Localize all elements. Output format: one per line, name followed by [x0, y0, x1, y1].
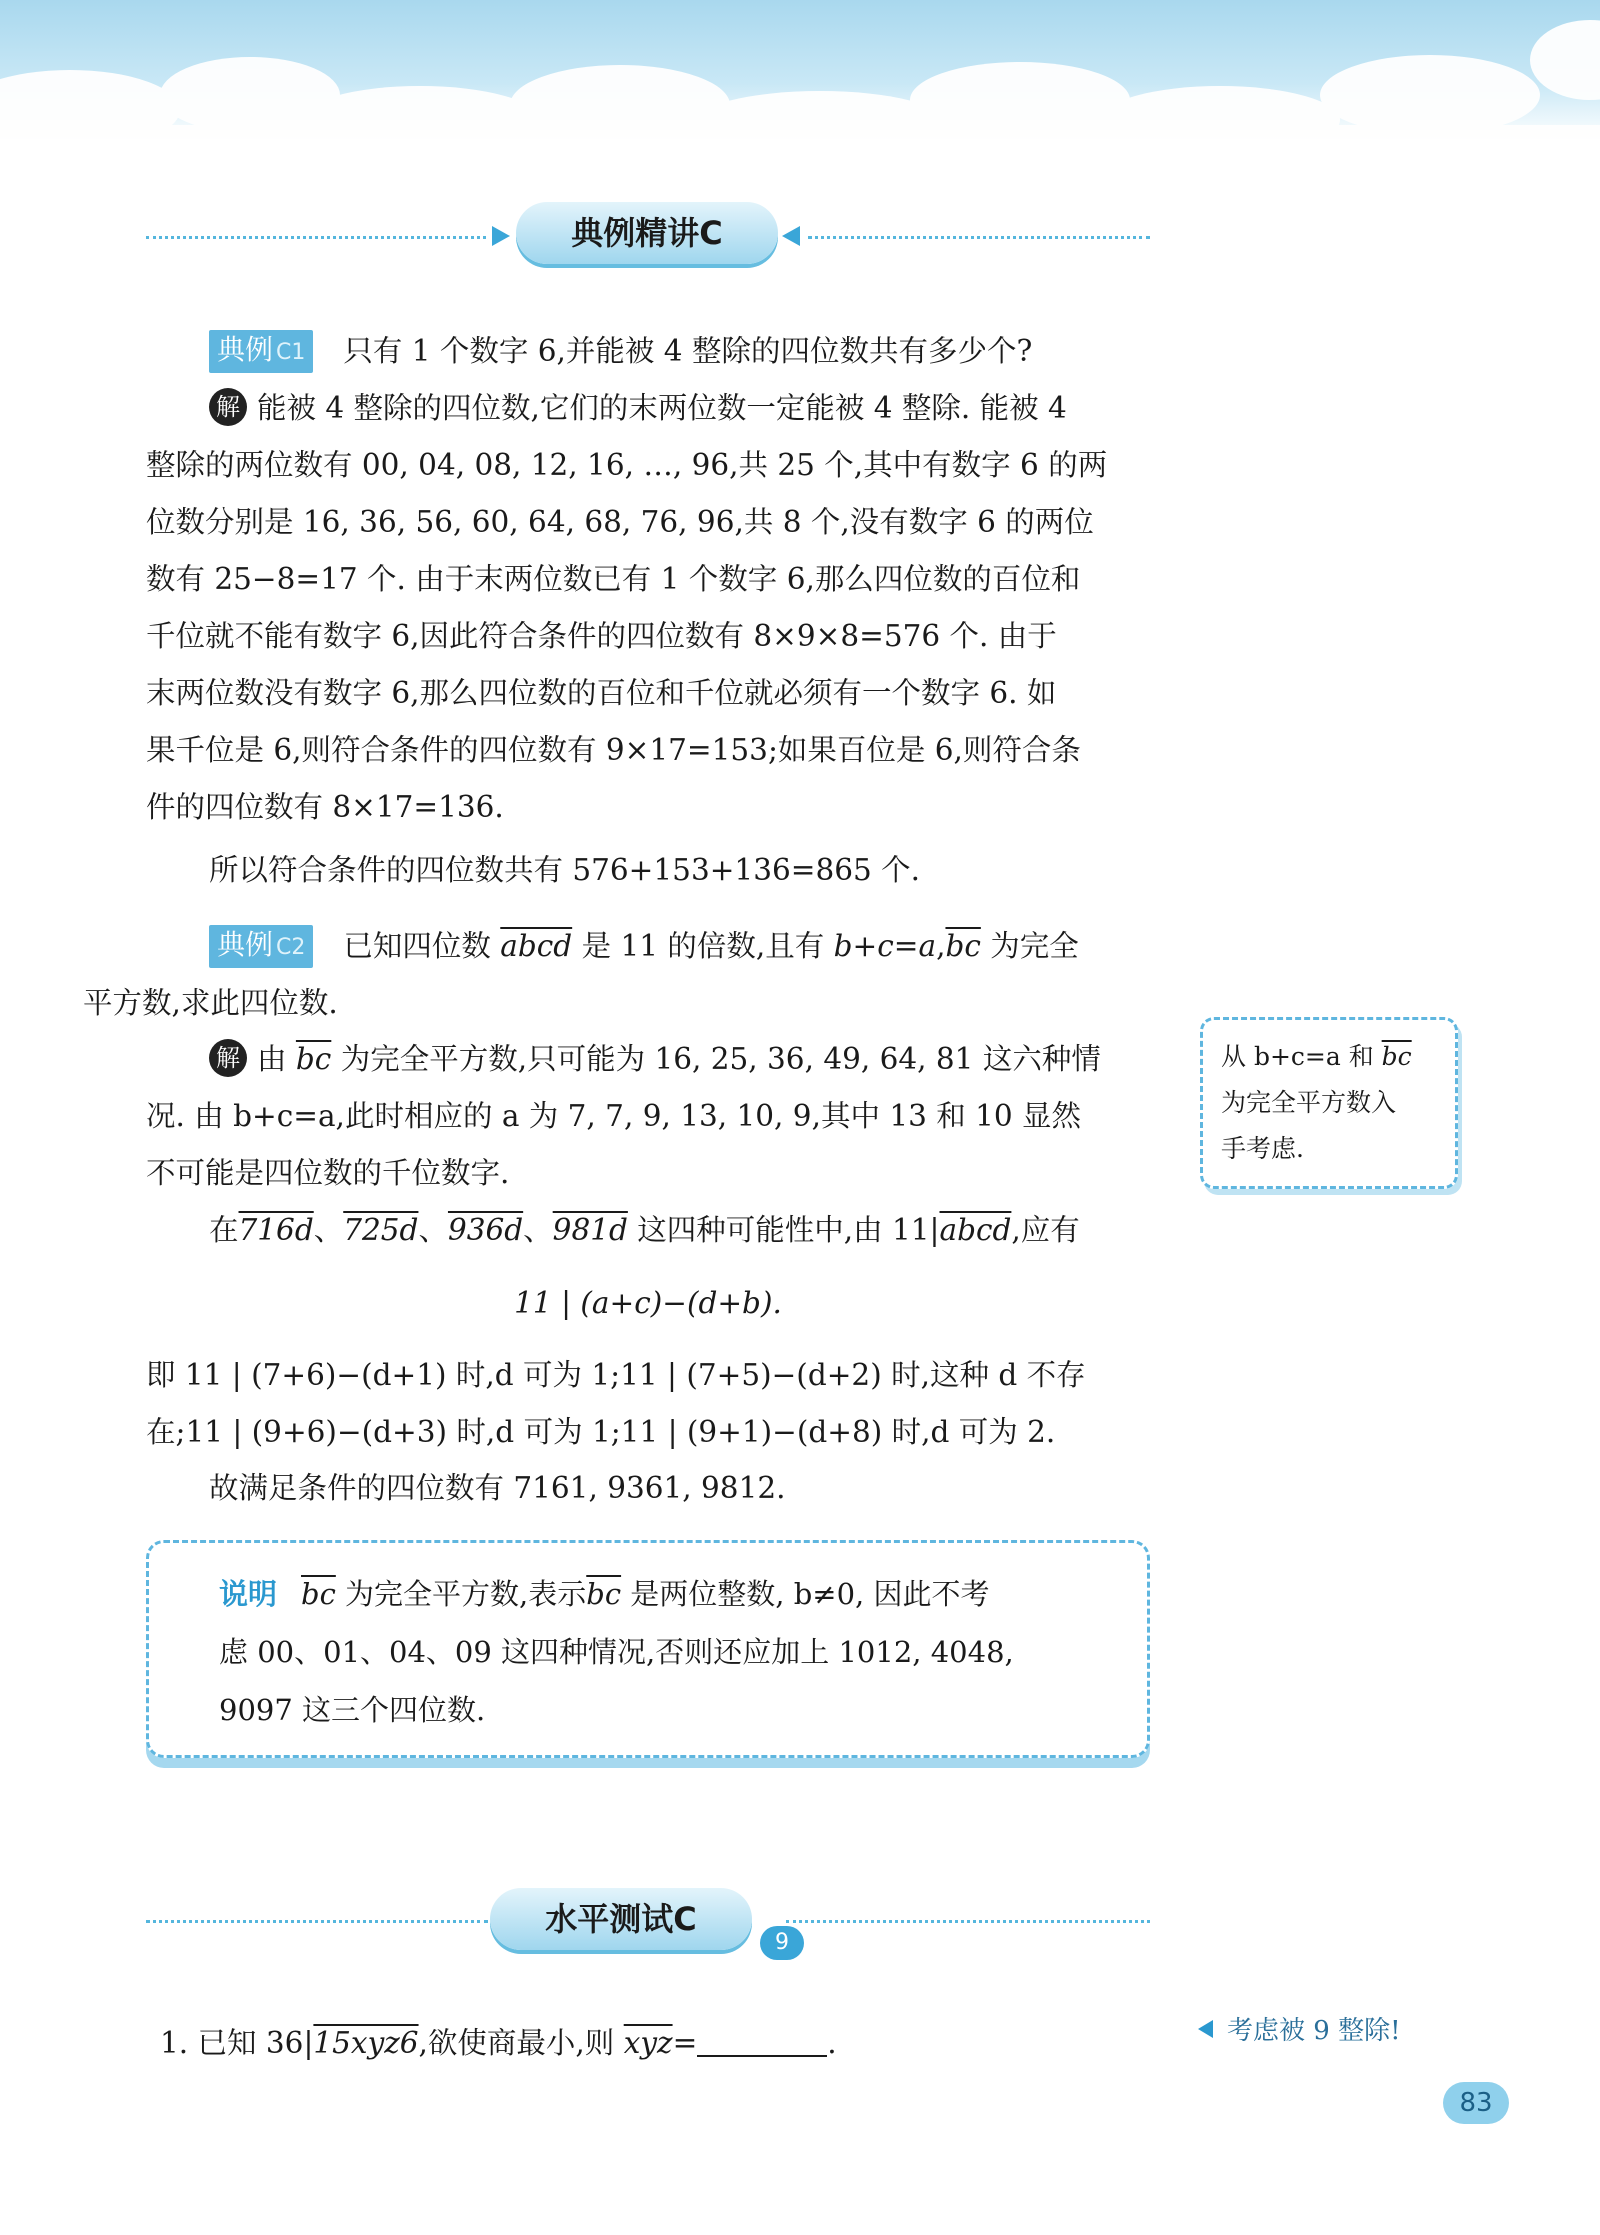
clouds-decoration: [0, 0, 1600, 150]
example-c1-solution: 解 能被 4 整除的四位数,它们的末两位数一定能被 4 整除. 能被 4 整除的两位数有 00, 04, 08, 12, 16, …, 96,共 25 个,其中有数字 6 的两 位数分别是 16, 36, 56, 60, 64, 68, 76, 96,共 8 个,没有数字 6 的两位 数有 25−8=17 个. 由于末两位数已有 1 个数字 6,那么四位数的百位和 千位就不能有数字 6,因此符合条件的四位数有 8×9×8=576 个. 由于 末两位数没有数字 6,那么四位数的百位和千位就必须有一个数字 6. 如 果千位是 6,则符合条件的四位数有 9×17=153;如果百位是 6,则符合条 件的四位数有 8×17=136.: [146, 380, 1150, 836]
example-tag: 典例 C2: [209, 925, 313, 968]
example-c2-solution: 解 由 $\overline{bc}$ 为完全平方数,只可能为 16, 25, 36, 49, 64, 81 这六种情 况. 由 b+c=a,此时相应的 a 为 7, 7, 9, 13, 10, 9,其中 13 和 10 显然 不可能是四位数的千位数字.: [146, 1031, 1150, 1202]
example-c2-cases: 在716d、725d、936d、981d 这四种可能性中,由 11|abcd,应有: [209, 1213, 1080, 1247]
side-hint-note: 从 b+c=a 和 $\overline{bc}$ 为完全平方数入 手考虑.: [1200, 1017, 1458, 1189]
section-header-test: [146, 1876, 1150, 1966]
test-tip: 考虑被 9 整除!: [1198, 2010, 1401, 2047]
section-header-examples: [146, 192, 1150, 282]
example-c1-conclusion: 所以符合条件的四位数共有 576+153+136=865 个.: [209, 853, 921, 887]
explanation-label: 说明: [219, 1577, 278, 1611]
section-title: 水平测试C: [490, 1888, 752, 1950]
header-dotted-line-right: [786, 1920, 1150, 1923]
explanation-box: 说明 $\overline{bc}$ 为完全平方数,表示$\overline{bc}$ 是两位整数, b≠0, 因此不考 虑 00、01、04、09 这四种情况,否则还应加上 1012, 4048, 9097 这三个四位数.: [146, 1540, 1150, 1758]
example-c2-question: 典例 C2 已知四位数 abcd 是 11 的倍数,且有 $b+c=a,\overline{bc}$ 为完全 平方数,求此四位数.: [146, 918, 1150, 1032]
answer-blank[interactable]: [697, 2025, 827, 2057]
test-question-1: 1. 已知 36|15xyz6,欲使商最小,则 $\overline{xyz}=$ .: [160, 2026, 837, 2060]
example-c2-formula: 11 | (a+c)−(d+b).: [514, 1286, 782, 1320]
header-dotted-line-left: [146, 236, 486, 239]
example-c1-question: 典例 C1 只有 1 个数字 6,并能被 4 整除的四位数共有多少个?: [146, 323, 1150, 380]
header-dotted-line-left: [146, 1920, 488, 1923]
header-arrow-left-icon: [782, 226, 800, 246]
example-c2-answer: 故满足条件的四位数有 7161, 9361, 9812.: [209, 1471, 786, 1505]
header-dotted-line-right: [808, 236, 1150, 239]
solution-mark-icon: 解: [209, 1039, 247, 1077]
header-arrow-right-icon: [492, 226, 510, 246]
tip-arrow-icon: [1198, 2020, 1213, 2038]
example-c2-checks: 即 11 | (7+6)−(d+1) 时,d 可为 1;11 | (7+5)−(d+2) 时,这种 d 不存 在;11 | (9+6)−(d+3) 时,d 可为 1;11 | (9+1)−(d+8) 时,d 可为 2.: [146, 1358, 1086, 1449]
section-title: 典例精讲C: [516, 202, 778, 264]
difficulty-badge: 9: [760, 1926, 804, 1960]
example-tag: 典例 C1: [209, 330, 313, 373]
page-number: 83: [1443, 2082, 1509, 2124]
solution-mark-icon: 解: [209, 388, 247, 426]
